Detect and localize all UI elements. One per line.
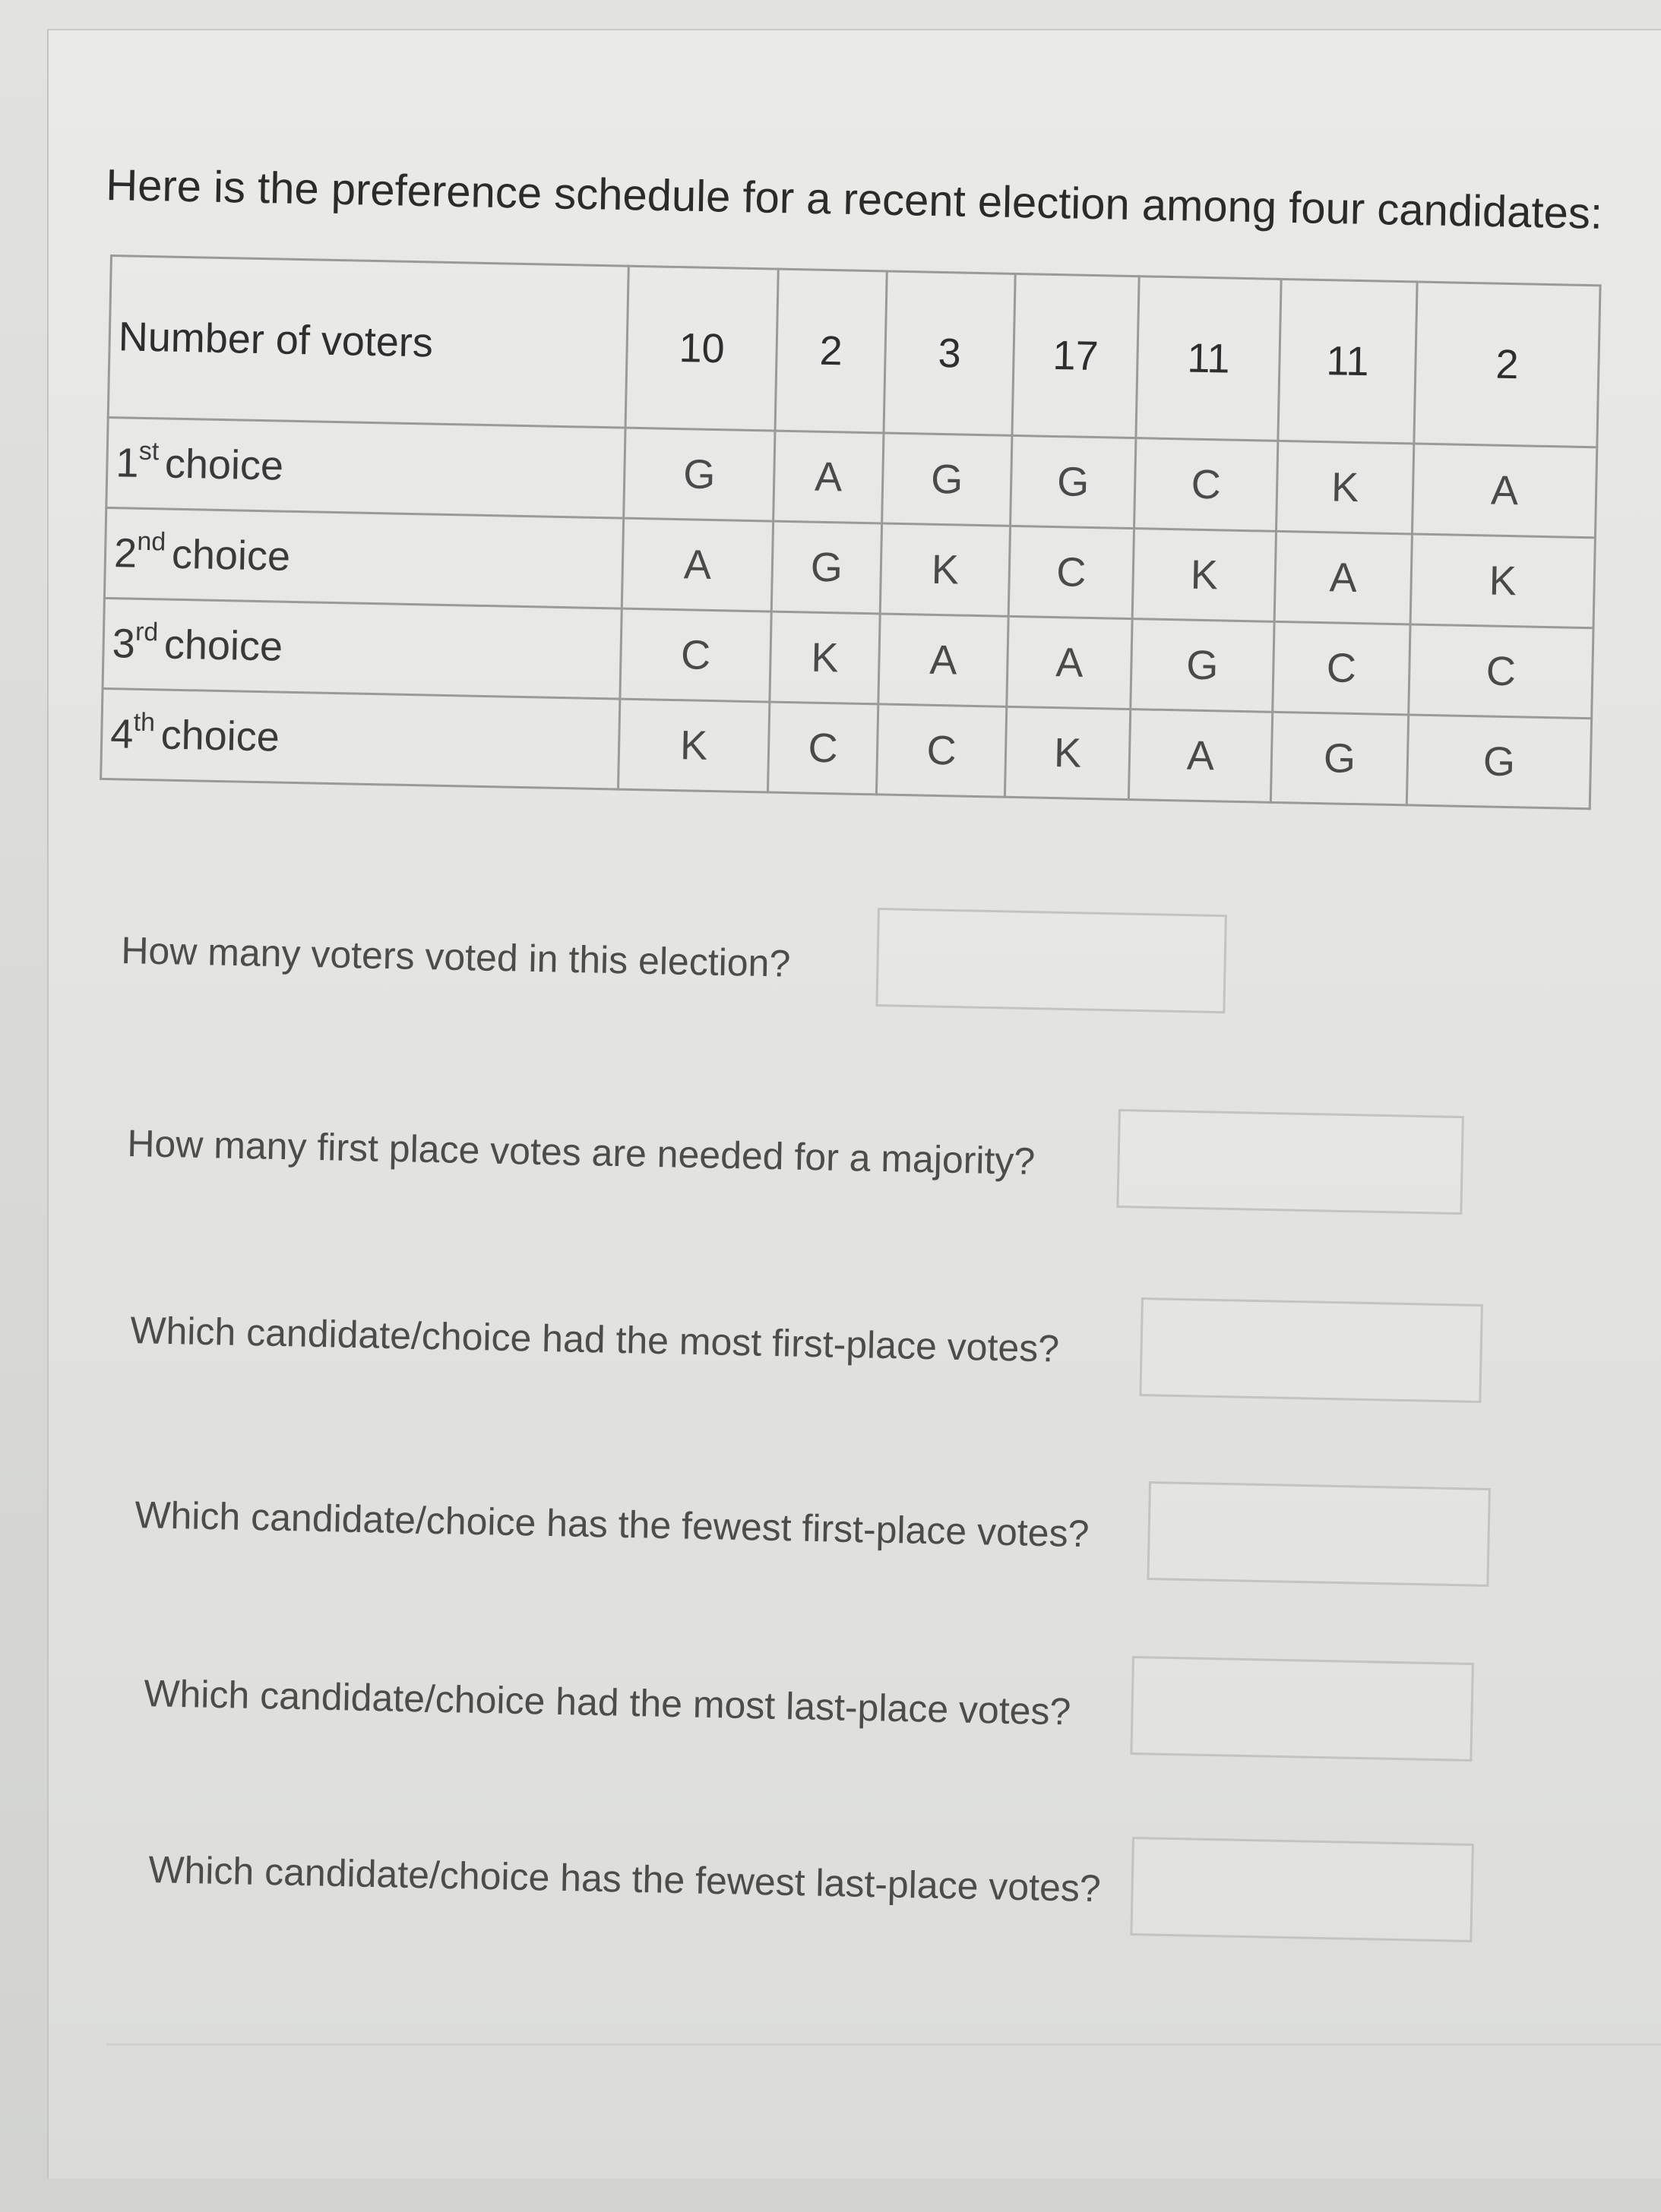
choice-row-label: [106, 417, 625, 518]
ordinal-number: 1: [115, 440, 140, 486]
candidate-cell: C: [1273, 621, 1410, 715]
candidate-cell: C: [876, 704, 1006, 797]
question-majority-threshold: How many first place votes are needed for a majority?: [126, 1121, 1036, 1183]
answer-box-fewest-last-place: [1130, 1837, 1474, 1942]
answer-box-most-last-place: [1130, 1656, 1474, 1762]
candidate-cell: A: [1007, 616, 1132, 709]
candidate-cell: K: [1410, 534, 1595, 628]
question-fewest-last-place: Which candidate/choice has the fewest last-place votes?: [147, 1847, 1102, 1910]
candidate-cell: A: [622, 518, 773, 611]
most-first-place-input[interactable]: [1141, 1300, 1480, 1401]
question-most-last-place: Which candidate/choice had the most last-place votes?: [143, 1671, 1071, 1733]
candidate-cell: C: [620, 608, 771, 702]
majority-threshold-input[interactable]: [1118, 1111, 1461, 1212]
voter-count: 11: [1136, 276, 1281, 441]
candidate-cell: G: [1131, 619, 1274, 713]
ordinal-suffix: th: [133, 707, 156, 738]
most-last-place-input[interactable]: [1132, 1658, 1471, 1759]
candidate-cell: C: [1409, 624, 1593, 719]
ordinal-number: 3: [112, 621, 136, 667]
choice-row-label: [104, 507, 623, 608]
answer-box-fewest-first-place: [1147, 1481, 1491, 1587]
question-total-voters: How many voters voted in this election?: [120, 928, 791, 985]
question-most-first-place: Which candidate/choice had the most first-place votes?: [129, 1308, 1060, 1370]
candidate-cell: C: [767, 702, 878, 795]
answer-box-most-first-place: [1139, 1297, 1483, 1403]
question-fewest-first-place: Which candidate/choice has the fewest first-place votes?: [134, 1493, 1090, 1556]
candidate-cell: G: [1406, 715, 1591, 809]
ordinal-suffix: rd: [134, 617, 159, 647]
candidate-cell: A: [1128, 709, 1272, 803]
candidate-cell: A: [878, 614, 1008, 706]
candidate-cell: K: [619, 699, 770, 792]
header-row: [108, 256, 1600, 447]
candidate-cell: K: [770, 611, 880, 704]
candidate-cell: G: [1011, 435, 1136, 528]
choice-row-label: [101, 688, 620, 789]
voter-count: 3: [884, 271, 1015, 435]
voter-count: 10: [625, 266, 778, 431]
number-of-voters-label: Number of voters: [108, 256, 628, 428]
ordinal-number: 2: [113, 530, 138, 577]
candidate-cell: A: [1412, 444, 1596, 538]
voter-count: 2: [775, 269, 887, 433]
fewest-last-place-input[interactable]: [1132, 1839, 1471, 1940]
voter-count: 17: [1012, 273, 1139, 438]
ordinal-suffix: st: [138, 436, 160, 466]
voter-count: 2: [1414, 282, 1600, 447]
answer-box-total-voters: [875, 908, 1227, 1013]
choice-word: choice: [164, 441, 284, 489]
choice-word: choice: [160, 712, 280, 760]
candidate-cell: C: [1134, 438, 1278, 532]
ordinal-suffix: nd: [137, 526, 166, 557]
ordinal-number: 4: [109, 711, 134, 757]
preference-schedule-table-wrap: [100, 254, 1601, 810]
candidate-cell: C: [1008, 526, 1134, 618]
choice-word: choice: [171, 531, 291, 580]
candidate-cell: K: [1005, 706, 1130, 799]
candidate-cell: K: [1132, 529, 1276, 622]
candidate-cell: G: [624, 428, 775, 521]
candidate-cell: A: [774, 431, 884, 523]
candidate-cell: K: [1276, 441, 1413, 534]
intro-text: Here is the preference schedule for a recent election among four candidates:: [105, 160, 1603, 239]
preference-schedule-table: [100, 254, 1601, 810]
candidate-cell: G: [1270, 712, 1408, 805]
choice-word: choice: [163, 621, 283, 670]
candidate-cell: A: [1274, 531, 1412, 624]
candidate-cell: K: [880, 523, 1010, 616]
answer-box-majority-threshold: [1116, 1109, 1464, 1215]
total-voters-input[interactable]: [878, 910, 1224, 1011]
choice-row-label: [103, 598, 622, 699]
fewest-first-place-input[interactable]: [1149, 1484, 1488, 1585]
bottom-divider: [106, 2043, 1661, 2046]
candidate-cell: G: [771, 521, 881, 614]
voter-count: 11: [1278, 279, 1417, 444]
candidate-cell: G: [882, 433, 1012, 526]
